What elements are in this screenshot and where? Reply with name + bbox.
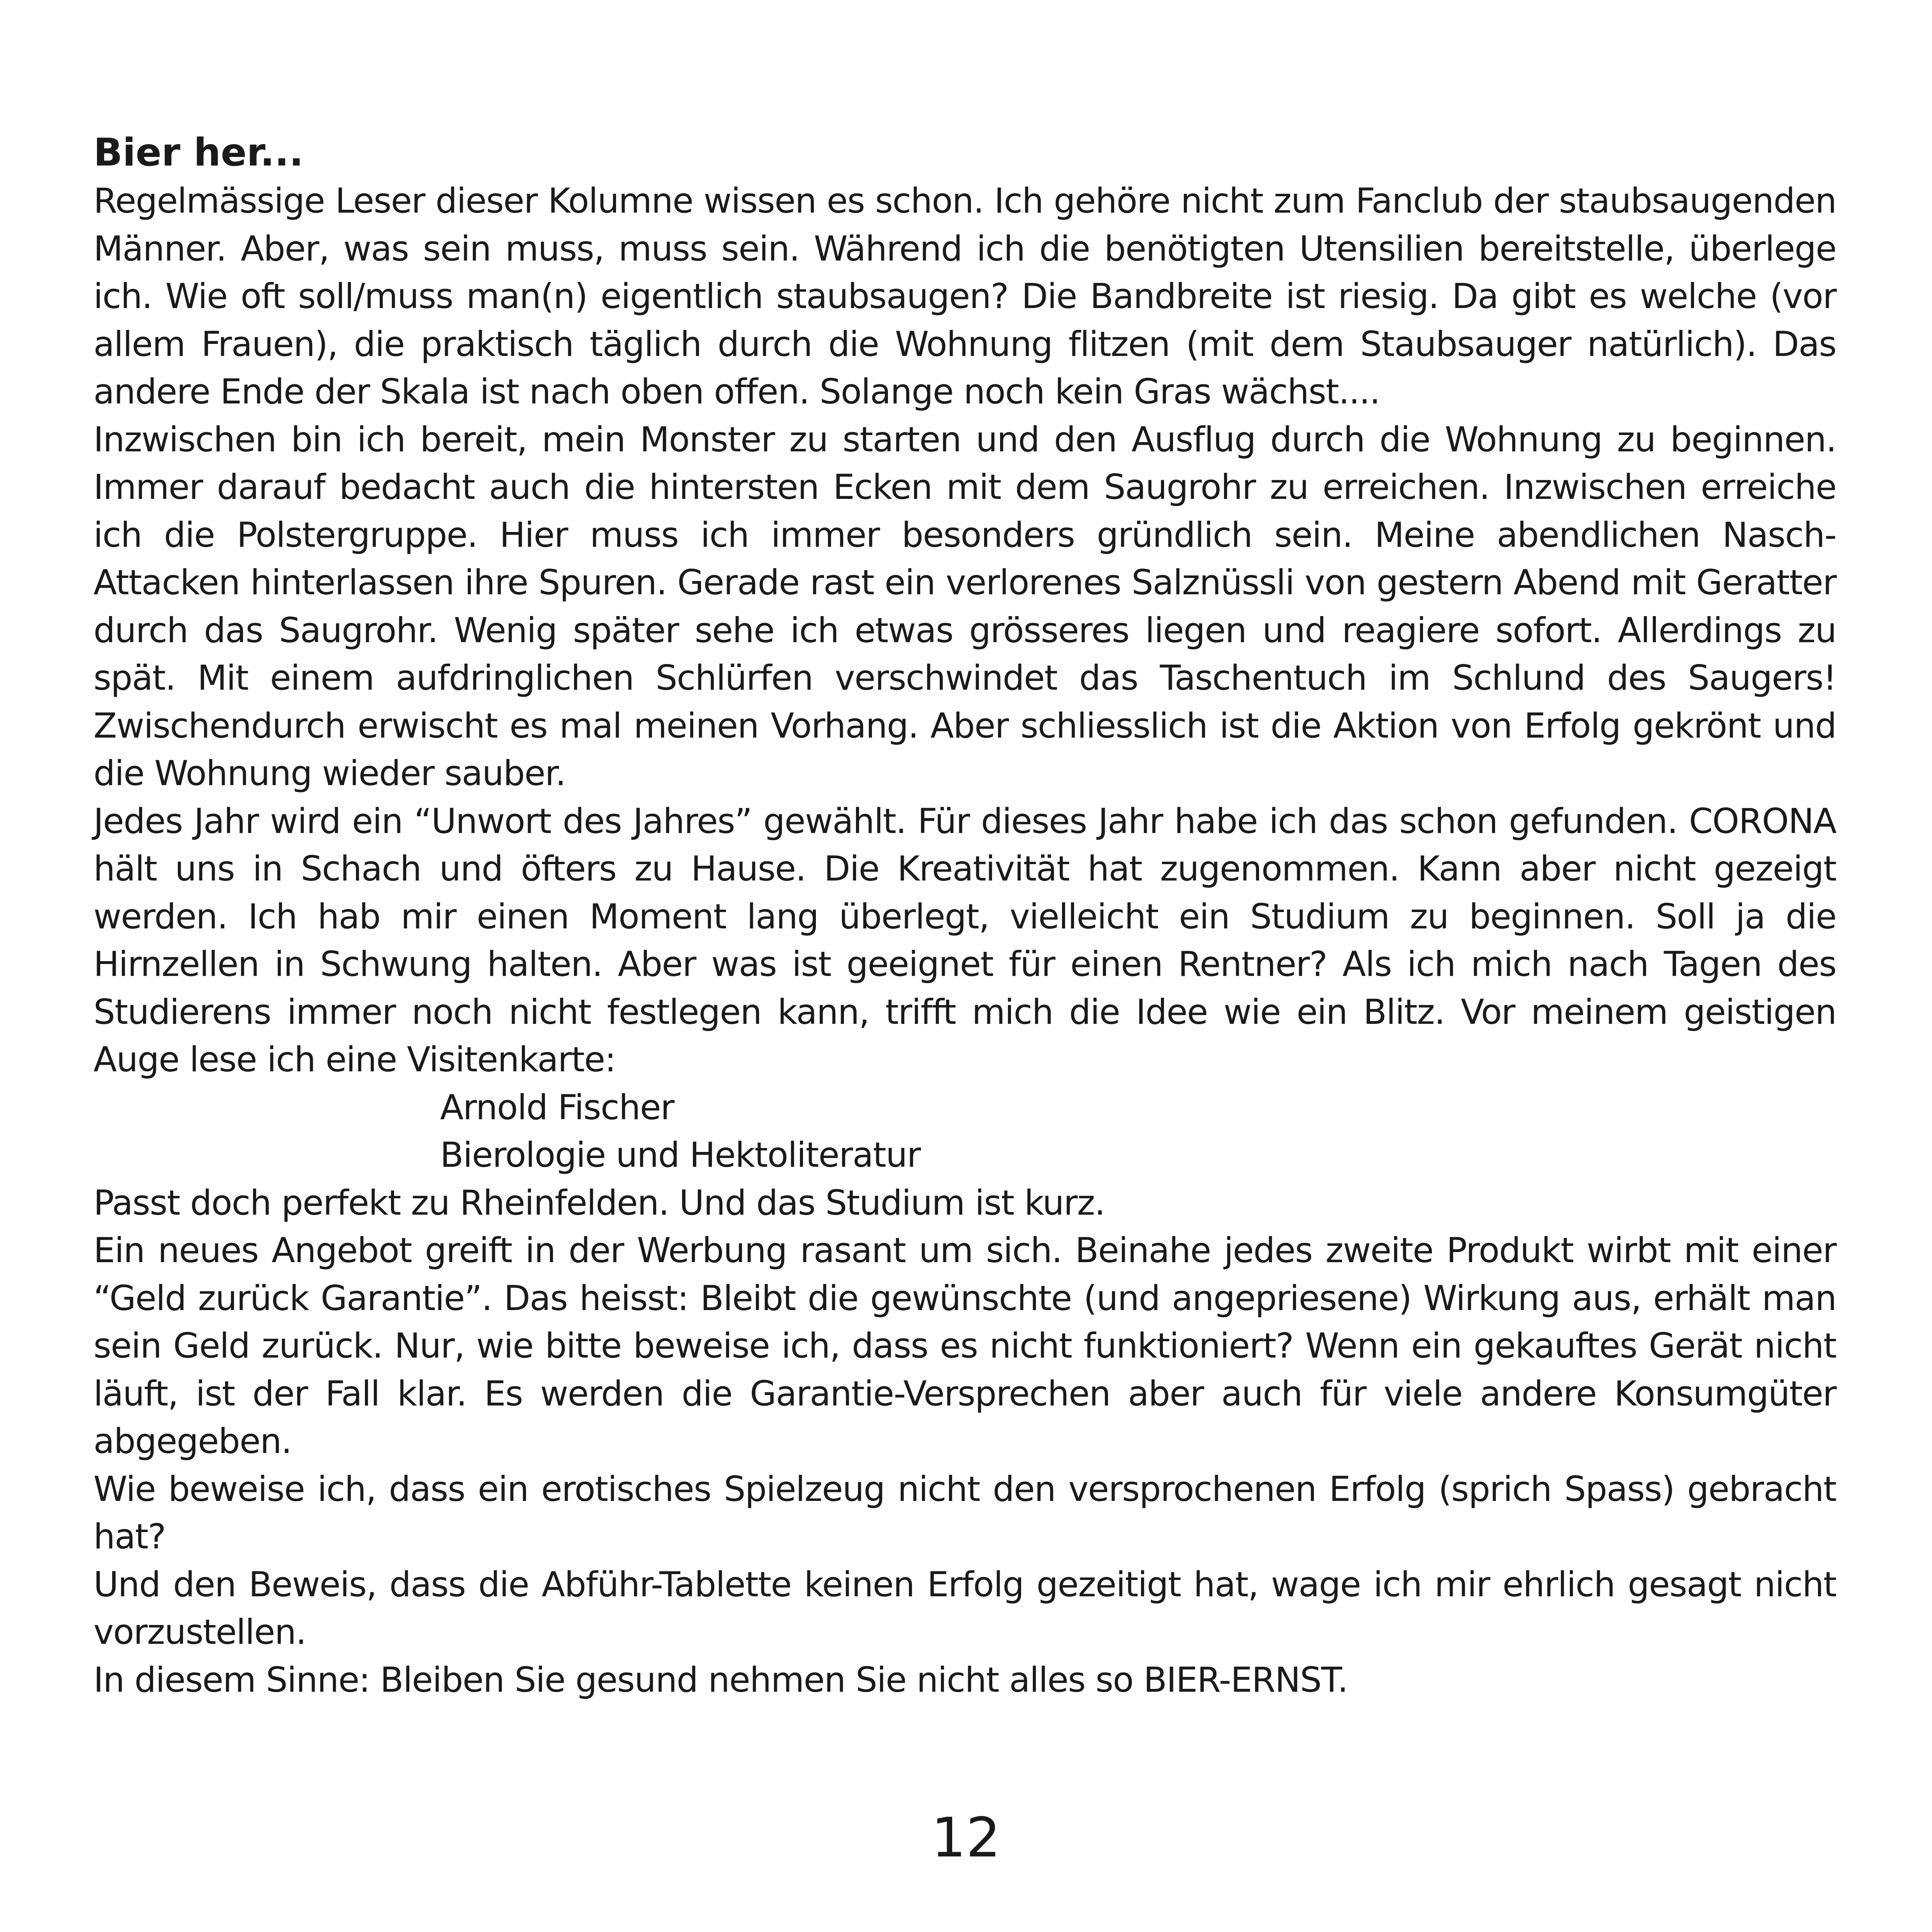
business-card-name: Arnold Fischer — [440, 1087, 674, 1127]
paragraph-guarantee: Ein neues Angebot greift in der Werbung rasant um sich. Beinahe jedes zweite Produkt wirbt mit einer “Geld zurück Garantie”. Das heisst: Bleibt die gewünschte (und angepriesene) Wirkung aus, erhält man sein Geld zurück. Nur, wie bitte beweise ich, dass es nicht funktioniert? Wenn ein gekauftes Gerät nicht läuft, ist der Fall klar. Es werden die Garantie-Versprechen aber auch für viele andere Konsumgüter abgegeben. — [93, 1230, 1836, 1461]
article — [93, 129, 1836, 1704]
page-number: 12 — [931, 1806, 1001, 1870]
paragraph-vacuuming-monster: Inzwischen bin ich bereit, mein Monster zu starten und den Ausflug durch die Wohnung zu beginnen. Immer darauf bedacht auch die hintersten Ecken mit dem Saugrohr zu erreichen. Inzwischen erreiche ich die Polstergruppe. Hier muss ich immer besonders gründlich sein. Meine abendlichen Nasch-Attacken hinterlassen ihre Spuren. Gerade rast ein verlorenes Salznüssli von gestern Abend mit Geratter durch das Saugrohr. Wenig später sehe ich etwas grösseres liegen und reagiere sofort. Allerdings zu spät. Mit einem aufdringlichen Schlürfen verschwindet das Taschentuch im Schlund des Saugers! Zwischendurch erwischt es mal meinen Vorhang. Aber schliesslich ist die Aktion von Erfolg gekrönt und die Wohnung wieder sauber. — [93, 419, 1836, 793]
article-title: Bier her... — [93, 130, 304, 175]
business-card — [93, 1084, 1836, 1179]
paragraph-toy: Wie beweise ich, dass ein erotisches Spielzeug nicht den versprochenen Erfolg (sprich Spass) gebracht hat? — [93, 1469, 1836, 1557]
paragraph-rheinfelden: Passt doch perfekt zu Rheinfelden. Und das Studium ist kurz. — [93, 1182, 1105, 1223]
paragraph-closing: In diesem Sinne: Bleiben Sie gesund nehmen Sie nicht alles so BIER-ERNST. — [93, 1659, 1348, 1700]
paragraph-vacuuming-intro: Regelmässige Leser dieser Kolumne wissen es schon. Ich gehöre nicht zum Fanclub der staubsaugenden Männer. Aber, was sein muss, muss sein. Während ich die benötigten Utensilien bereitstelle, überlege ich. Wie oft soll/muss man(n) eigentlich staubsaugen? Die Bandbreite ist riesig. Da gibt es welche (vor allem Frauen), die praktisch täglich durch die Wohnung flitzen (mit dem Staubsauger natürlich). Das andere Ende der Skala ist nach oben offen. Solange noch kein Gras wächst.... — [93, 181, 1836, 412]
paragraph-laxative: Und den Beweis, dass die Abführ-Tablette keinen Erfolg gezeitigt hat, wage ich mir ehrlich gesagt nicht vorzustellen. — [93, 1564, 1836, 1652]
business-card-profession: Bierologie und Hektoliteratur — [440, 1135, 921, 1175]
paragraph-unwort: Jedes Jahr wird ein “Unwort des Jahres” gewählt. Für dieses Jahr habe ich das schon gefunden. CORONA hält uns in Schach und öfters zu Hause. Die Kreativität hat zugenommen. Kann aber nicht gezeigt werden. Ich hab mir einen Moment lang überlegt, vielleicht ein Studium zu beginnen. Soll ja die Hirnzellen in Schwung halten. Aber was ist geeignet für einen Rentner? Als ich mich nach Tagen des Studierens immer noch nicht festlegen kann, trifft mich die Idee wie ein Blitz. Vor meinem geistigen Auge lese ich eine Visitenkarte: — [93, 801, 1836, 1080]
